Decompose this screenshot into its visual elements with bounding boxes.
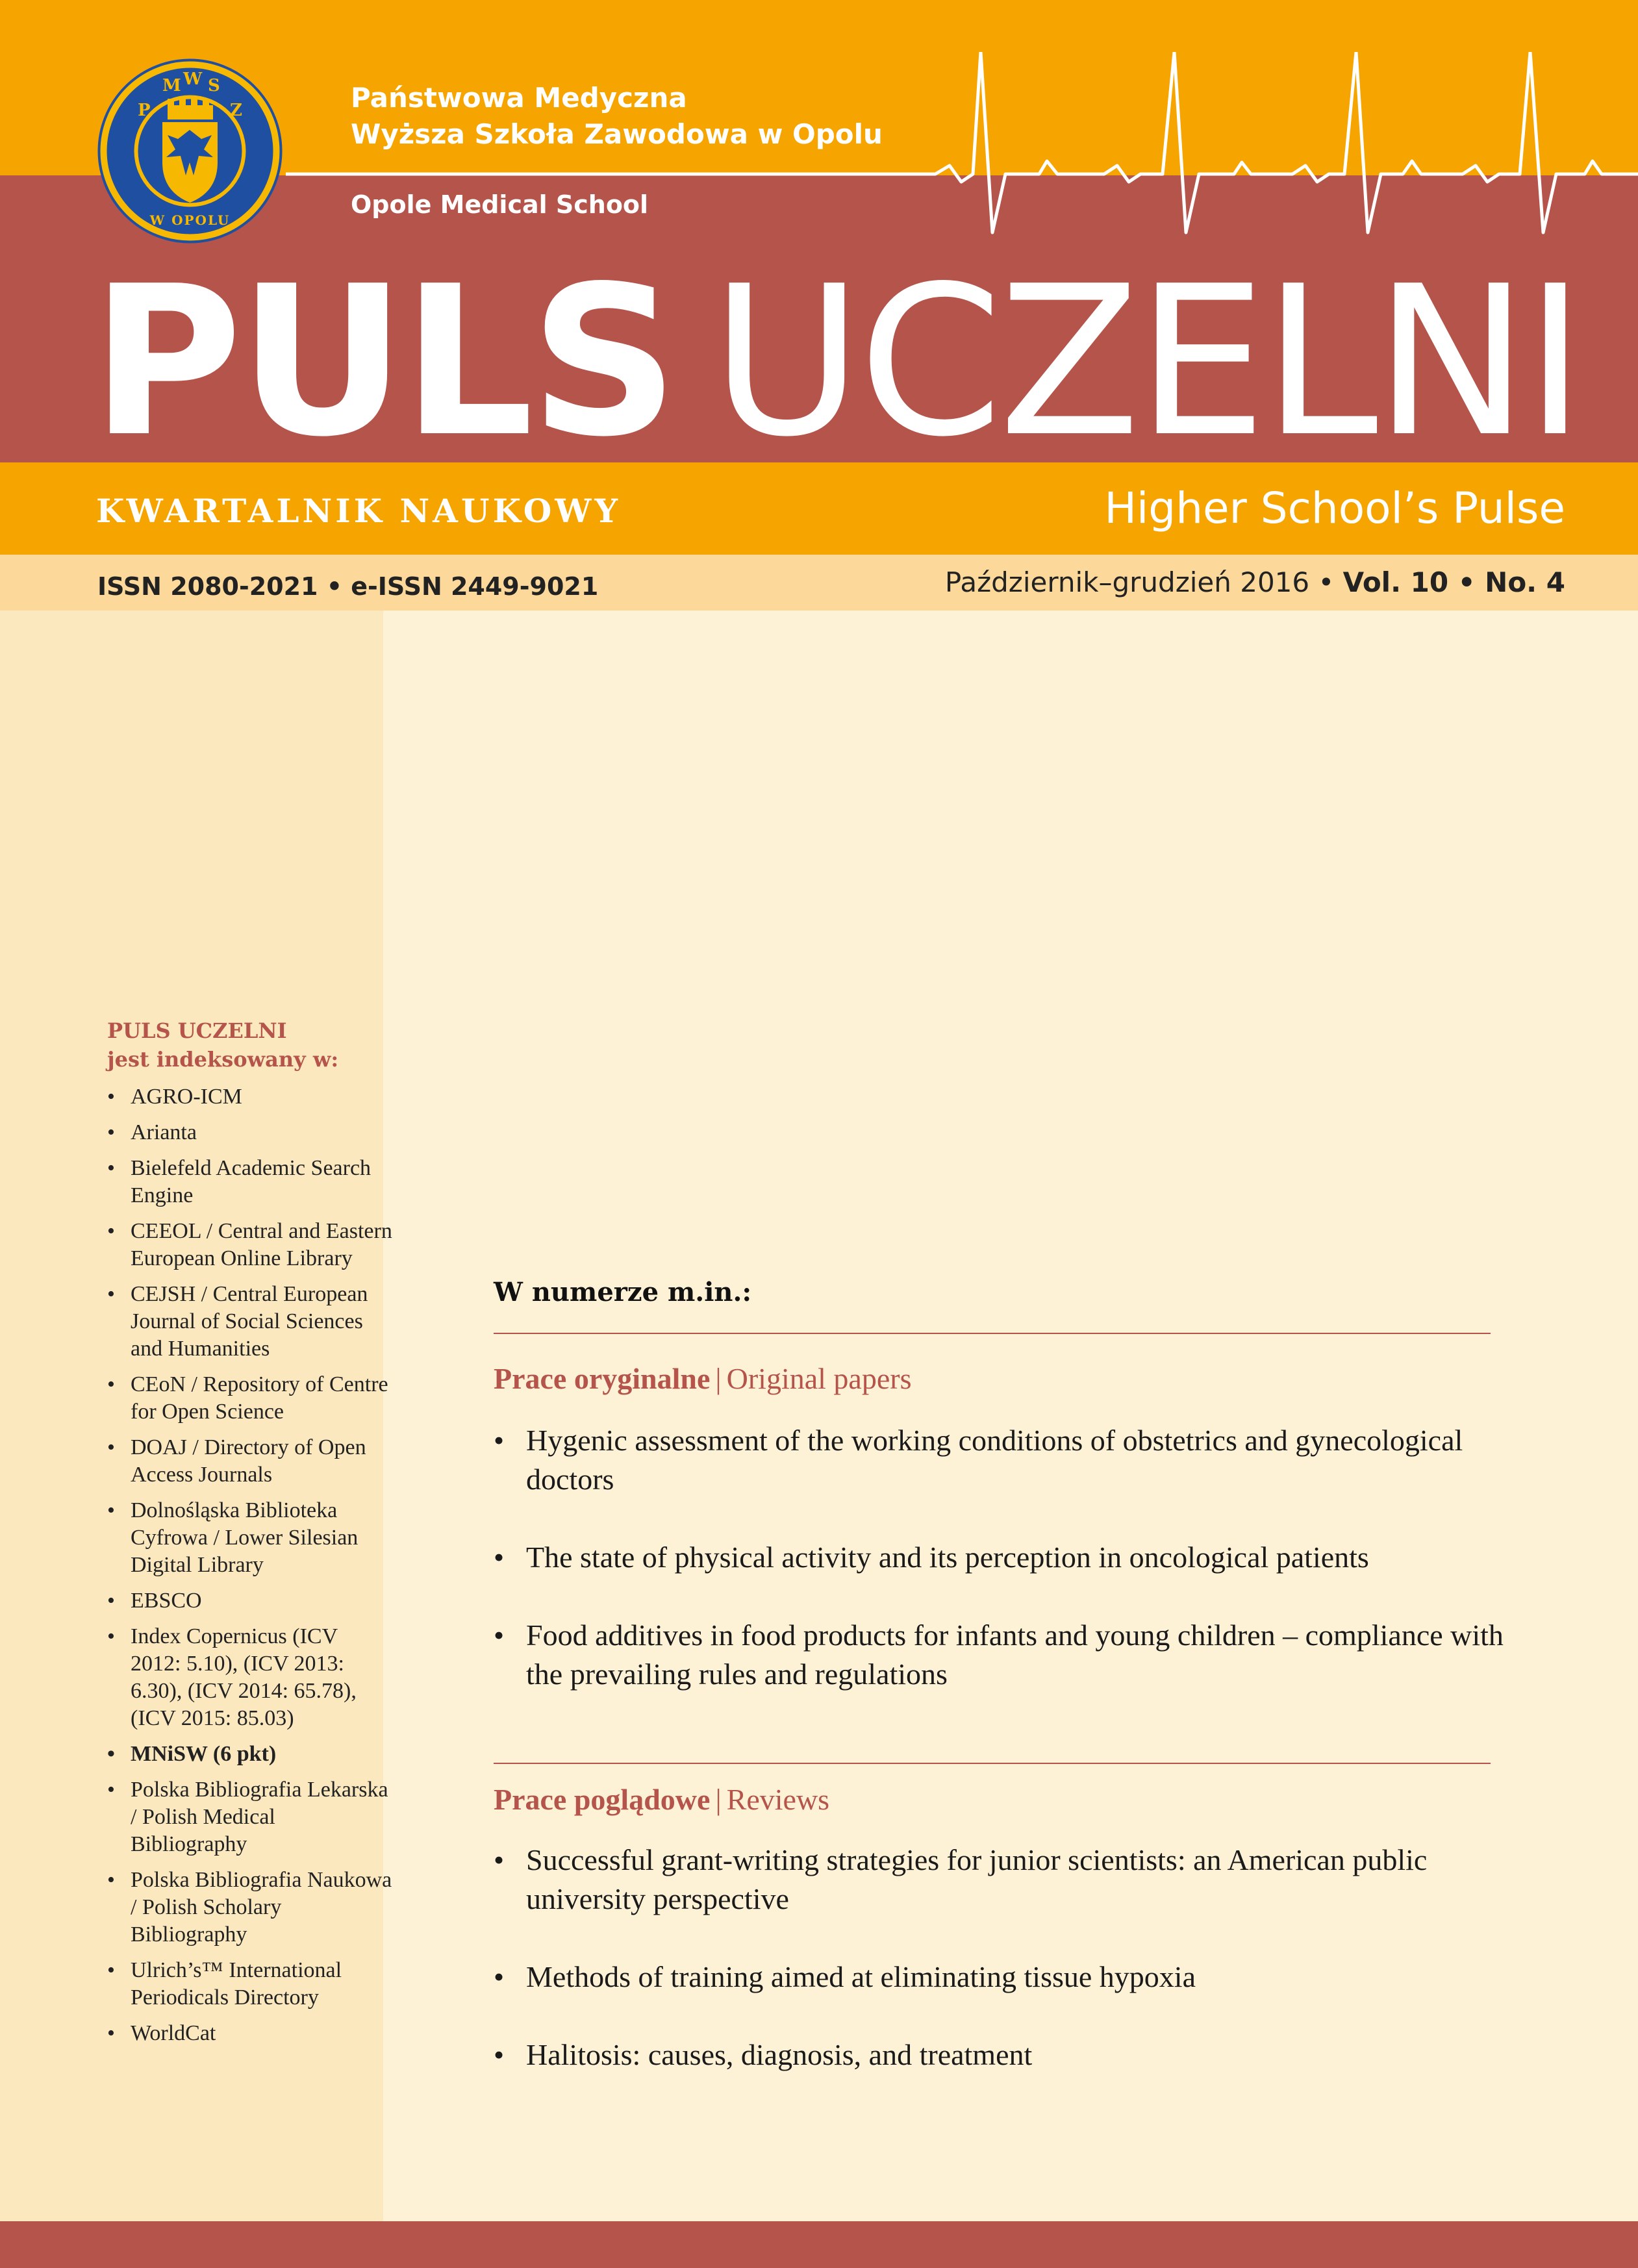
index-list-item: • Dolnośląska Biblioteka Cyfrowa / Lower Silesian Digital Library: [107, 1497, 393, 1579]
index-list-item: • MNiSW (6 pkt): [107, 1741, 393, 1768]
journal-title-bold: PULS: [91, 242, 675, 482]
index-list-item: • AGRO-ICM: [107, 1083, 393, 1111]
logo-city: W OPOLU: [149, 212, 231, 228]
logo-letter-w: W: [183, 69, 203, 89]
issue-volume: Vol. 10 • No. 4: [1342, 566, 1565, 598]
school-name-pl-line1: Państwowa Medyczna: [351, 82, 687, 114]
journal-title: [91, 242, 1582, 482]
article-list-item: • Methods of training aimed at eliminating tissue hypoxia: [494, 1958, 1507, 1997]
section-separator: |: [715, 1362, 722, 1395]
journal-subtitle-en: Higher School’s Pulse: [1104, 483, 1565, 533]
school-logo-icon: [97, 58, 283, 244]
divider: [494, 1333, 1491, 1334]
original-articles-list: [494, 1421, 1507, 1733]
contents-heading: W numerze m.in.:: [494, 1277, 752, 1307]
index-list: [107, 1083, 393, 2056]
article-list-item: • Food additives in food products for infants and young children – compliance with the prevailing rules and regulations: [494, 1616, 1507, 1694]
article-list-item: • Hygenic assessment of the working conditions of obstetrics and gynecological doctors: [494, 1421, 1507, 1499]
index-list-item: • Polska Bibliografia Naukowa / Polish Scholary Bibliography: [107, 1867, 393, 1948]
index-list-item: • DOAJ / Directory of Open Access Journals: [107, 1434, 393, 1489]
divider: [494, 1763, 1491, 1764]
section-reviews-label-pl: Prace poglądowe: [494, 1783, 711, 1816]
article-list-item: • Halitosis: causes, diagnosis, and treatment: [494, 2035, 1507, 2074]
index-heading: [107, 1016, 338, 1074]
section-reviews: [494, 1785, 829, 1815]
logo-letter-z: Z: [230, 101, 242, 120]
issn-line: ISSN 2080-2021 • e-ISSN 2449-9021: [97, 572, 599, 601]
index-heading-line1: PULS UCZELNI: [107, 1018, 287, 1043]
index-list-item: • Polska Bibliografia Lekarska / Polish Medical Bibliography: [107, 1776, 393, 1858]
section-original-label-pl: Prace oryginalne: [494, 1362, 711, 1395]
index-list-item: • CEJSH / Central European Journal of Social Sciences and Humanities: [107, 1281, 393, 1363]
index-heading-line2: jest indeksowany w:: [107, 1047, 339, 1072]
journal-subtitle-pl: KWARTALNIK NAUKOWY: [96, 492, 622, 530]
index-list-item: • Arianta: [107, 1119, 393, 1146]
issue-date: Październik–grudzień 2016 •: [944, 566, 1335, 598]
section-separator: |: [715, 1783, 722, 1816]
index-list-item: • Index Copernicus (ICV 2012: 5.10), (ICV 2013: 6.30), (ICV 2014: 65.78), (ICV 2015: 85.03): [107, 1623, 393, 1732]
issue-info: [944, 566, 1565, 598]
article-list-item: • Successful grant-writing strategies for junior scientists: an American public university perspective: [494, 1841, 1507, 1919]
section-original-papers: [494, 1364, 912, 1394]
review-articles-list: [494, 1841, 1507, 2113]
section-original-label-en: Original papers: [726, 1362, 912, 1395]
school-name-en: Opole Medical School: [351, 190, 649, 219]
index-list-item: • CEEOL / Central and Eastern European Online Library: [107, 1218, 393, 1272]
index-list-item: • Bielefeld Academic Search Engine: [107, 1155, 393, 1209]
index-list-item: • CEoN / Repository of Centre for Open Science: [107, 1371, 393, 1426]
index-list-item: • EBSCO: [107, 1587, 393, 1615]
bottom-bar: [0, 2221, 1638, 2268]
article-list-item: • The state of physical activity and its perception in oncological patients: [494, 1538, 1507, 1577]
logo-letter-p: P: [138, 101, 151, 120]
school-name-pl-line2: Wyższa Szkoła Zawodowa w Opolu: [351, 118, 883, 150]
logo-letter-m: M: [162, 76, 181, 95]
journal-title-light: UCZELNI: [711, 242, 1582, 482]
logo-letter-s: S: [208, 76, 220, 95]
index-list-item: • WorldCat: [107, 2020, 393, 2047]
index-list-item: • Ulrich’s™ International Periodicals Directory: [107, 1957, 393, 2011]
section-reviews-label-en: Reviews: [726, 1783, 830, 1816]
